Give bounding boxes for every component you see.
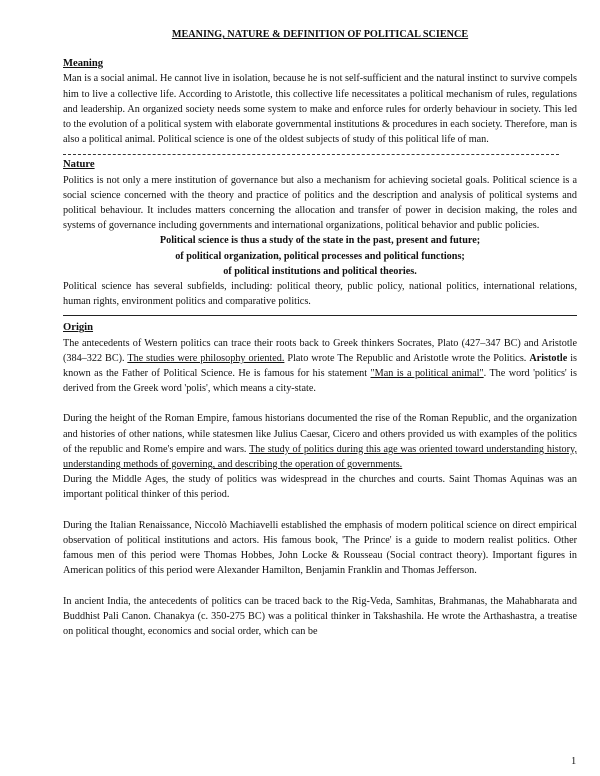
text-span: The antecedents of Western politics can trace their roots back to Greek thinkers Socrates, Plato (427–347 BC) and Aristotle (384–322 BC). xyxy=(63,337,577,364)
underlined-quote: "Man is a political animal" xyxy=(370,368,484,380)
subfields-paragraph: Political science has several subfields, including: political theory, public policy, national politics, international relations, human rights, environment politics and comparative politics. xyxy=(63,281,577,308)
nature-paragraph: Politics is not only a mere institution of governance but also a mechanism for achieving societal goals. Political science is a social science concerned with the theory and practice of politics and the description and analysis of political systems and political behaviour. It includes matters concerning the allocation and transfer of power in decision making, the roles and systems of governance including governments and international organizations, political behavior and public policies. xyxy=(63,174,577,232)
text-span: . The word 'politics' is derived from the Greek word 'polis', which means a city-state. xyxy=(63,368,577,395)
origin-paragraph-middle-ages: During the Middle Ages, the study of politics was widespread in the churches and courts. Saint Thomas Aquinas was an important political thinker of this period. xyxy=(63,474,577,501)
text-span: Plato wrote The Republic and Aristotle wrote the Politics. xyxy=(284,352,530,364)
nature-heading: Nature xyxy=(63,159,95,171)
underlined-text: The study of politics during this age was oriented toward understanding history, understanding methods of governing, and describing the operation of governments. xyxy=(63,443,577,471)
page-title: MEANING, NATURE & DEFINITION OF POLITICAL SCIENCE xyxy=(171,29,469,40)
dashed-divider xyxy=(63,148,559,155)
meaning-heading: Meaning xyxy=(63,58,104,70)
meaning-paragraph: Man is a social animal. He cannot live in isolation, because he is not self-sufficient and the natural instinct to survive compels him to live a collective life. According to Aristotle, this collective life necessitates a political mechanism of rules, regulations and leadership. An organized society needs some system to make and enforce rules for orderly behaviour in society. This led to the evolution of a political system with elaborate governmental institutions & procedures in each society. Therefore, man is also a political animal. Political science is one of the oldest subjects of study of this political life of man. xyxy=(63,73,577,146)
spacer xyxy=(63,503,577,518)
origin-paragraph-renaissance: During the Italian Renaissance, Niccolò Machiavelli established the emphasis of modern political science on direct empirical observation of political institutions and actors. His famous book, 'The Prince' is a guide to modern realist politics. Other famous men of this period were Thomas Hobbes, John Locke & Rousseau (Social contract theory). Important figures in American politics of this period were Alexander Hamilton, Benjamin Franklin and Thomas Jefferson. xyxy=(63,519,577,577)
nature-bold-line: of political organization, political processes and political functions; xyxy=(175,250,465,262)
nature-bold-line: Political science is thus a study of the state in the past, present and future; xyxy=(159,235,481,247)
origin-heading: Origin xyxy=(63,322,94,334)
spacer xyxy=(63,396,577,411)
bold-text: Aristotle xyxy=(529,352,568,364)
document-page xyxy=(63,27,577,639)
text-span: During the height of the Roman Empire, famous historians documented the rise of the Roman Republic, and the organization and histories of other nations, while statesmen like Julius Caesar, Cicero and others provided us with examples of the politics of the republic and Rome's empire and wars. xyxy=(63,413,577,455)
spacer xyxy=(63,579,577,594)
solid-divider xyxy=(63,315,577,316)
text-span: is known as the Father of Political Science. He is famous for his statement xyxy=(63,352,577,380)
origin-paragraph-roman xyxy=(63,411,577,472)
page-number: 1 xyxy=(571,756,577,767)
nature-bold-line: of political institutions and political theories. xyxy=(223,265,417,277)
underlined-text: The studies were philosophy oriented. xyxy=(127,352,285,364)
origin-paragraph-india: In ancient India, the antecedents of politics can be traced back to the Rig-Veda, Samhitas, Brahmanas, the Mahabharata and Buddhist Pali Canon. Chanakya (c. 350-275 BC) was a political thinker in Takshashila. He wrote the Arthashastra, a treatise on political thought, economics and social order, which can be xyxy=(63,595,577,637)
origin-paragraph-greek xyxy=(63,336,577,397)
